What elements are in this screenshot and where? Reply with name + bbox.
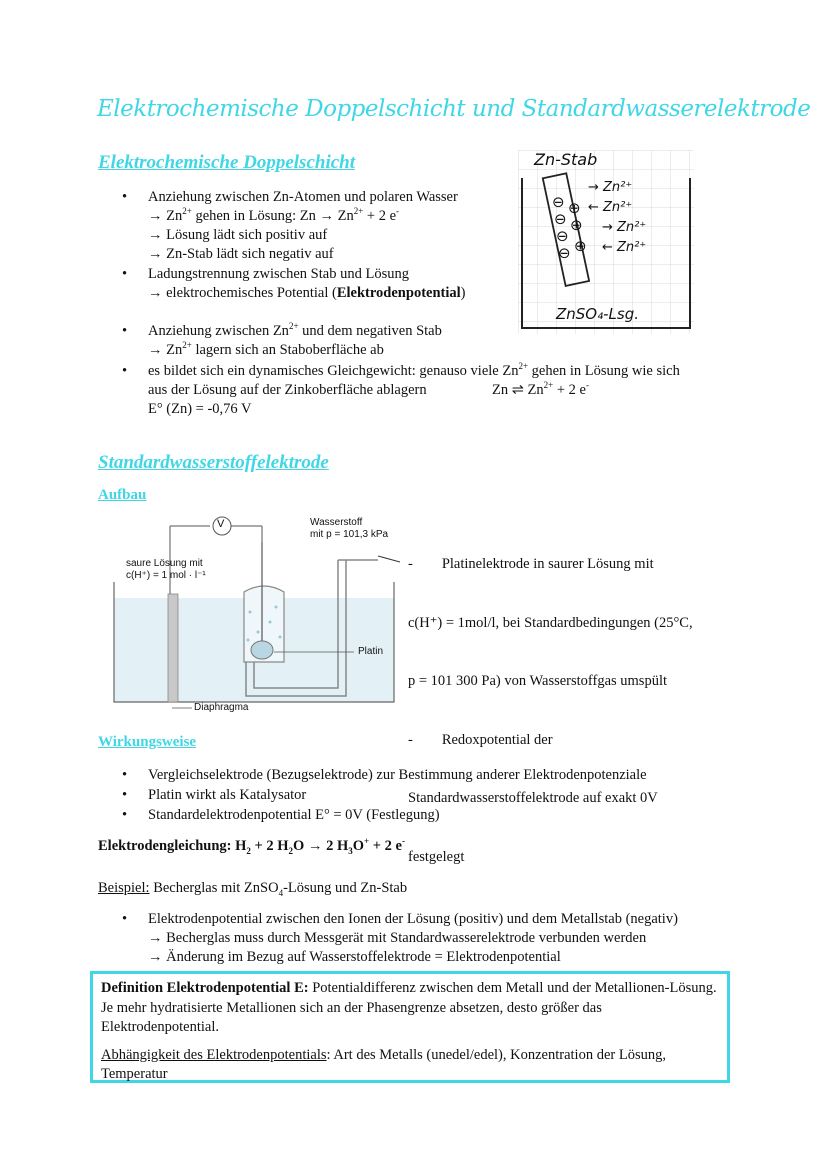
bullet-ladungstrennung: • Ladungstrennung zwischen Stab und Lösung xyxy=(148,265,409,285)
dependency-text: Abhängigkeit des Elektrodenpotentials: Art des Metalls (unedel/edel), Konzentration der Lösung, Temperatur xyxy=(101,1046,666,1082)
line-potential: → elektrochemisches Potential (Elektrodenpotential) xyxy=(148,285,466,301)
line-zn-loesung: → $Zn^{2+}$ gehen in Lösung: $Zn \to Zn^{2+} + 2$ e- xyxy=(148,206,400,224)
figure-drawing xyxy=(110,512,400,722)
electrode-equation: Elektrodengleichung: $H_2 + 2$ $H_2O \to 2$ $H_3O^+ + 2$ e- xyxy=(98,836,405,856)
acid-solution-label: saure Lösung mit c(H⁺) = 1 mol · l⁻¹ xyxy=(126,558,206,581)
bullet-anziehung-stab: • Anziehung zwischen $Zn^{2+}$ und dem negativen Stab xyxy=(148,322,442,342)
zn-stab-sketch xyxy=(518,150,694,334)
definition-box xyxy=(90,971,730,1083)
line-aenderung: → Änderung im Bezug auf Wasserstoffelektrode = Elektrodenpotential xyxy=(148,949,561,965)
sketch-plus-charges: ⊕ ⊕ ⊕ xyxy=(568,199,587,255)
line-loesung-positiv: → Lösung lädt sich positiv auf xyxy=(148,227,328,243)
section-heading-doppelschicht: Elektrochemische Doppelschicht xyxy=(98,152,356,173)
line-ablagern: → $Zn^{2+}$ lagern sich an Staboberfläche ab xyxy=(148,340,384,358)
bullet-katalysator: • Platin wirkt als Katalysator xyxy=(148,786,306,806)
sketch-label-znso4: ZnSO₄-Lsg. xyxy=(556,305,639,323)
equilibrium-equation: Zn ⇌ $Zn^{2+} + 2$ e- xyxy=(492,380,589,398)
line-messgeraet: → Becherglas muss durch Messgerät mit Standardwasserelektrode verbunden werden xyxy=(148,930,647,946)
bullet-standardpotential: • Standardelektrodenpotential E° = 0V (Festlegung) xyxy=(148,806,440,826)
page-title: Elektrochemische Doppelschicht und Standardwasserelektrode xyxy=(97,96,811,122)
sketch-minus-charges: ⊖ ⊖ ⊖ ⊖ xyxy=(552,193,571,262)
hydrogen-electrode-figure xyxy=(110,512,400,722)
subheading-aufbau: Aufbau xyxy=(98,487,147,503)
line-stab-negativ: → Zn-Stab lädt sich negativ auf xyxy=(148,246,334,262)
sketch-arrows: → Zn²⁺ ← Zn²⁺ → Zn²⁺ ← Zn²⁺ xyxy=(588,180,647,255)
beispiel-line: Beispiel: Becherglas mit ZnSO$_4$-Lösung und Zn-Stab xyxy=(98,880,408,898)
desc-platinelektrode: - Platinelektrode in saurer Lösung mit c(H⁺) = 1mol/l, bei Standardbedingungen (25°C, p = 101 300 Pa) von Wasserstoffgas umspült - Redoxpotential der Standardwasserstoffelektrode auf exakt 0V festgelegt xyxy=(408,556,693,865)
platin-label: Platin xyxy=(358,646,384,657)
line-zinkoberflaeche: aus der Lösung auf der Zinkoberfläche ablagern xyxy=(148,382,427,398)
bullet-vergleichselektrode: • Vergleichselektrode (Bezugselektrode) zur Bestimmung anderer Elektrodenpotenziale xyxy=(148,766,647,786)
sketch-label-zn-stab: Zn-Stab xyxy=(534,150,598,169)
definition-text: Definition Elektrodenpotential E: Potentialdifferenz zwischen dem Metall und der Metallionen-Lösung. Je mehr hydratisierte Metallionen sich an der Phasengrenze absetzen, desto größer das Elektrodenpotential. xyxy=(101,980,717,1035)
bullet-beispiel-potential: • Elektrodenpotential zwischen den Ionen der Lösung (positiv) und dem Metallstab (negativ) xyxy=(148,910,678,930)
subheading-wirkungsweise: Wirkungsweise xyxy=(98,734,197,750)
diaphragma-label: Diaphragma xyxy=(194,702,249,713)
bullet-anziehung: • Anziehung zwischen Zn-Atomen und polaren Wasser xyxy=(148,188,458,208)
section-heading-standardwasserstoffelektrode: Standardwasserstoffelektrode xyxy=(98,452,329,473)
hydrogen-label: Wasserstoff mit p = 101,3 kPa xyxy=(310,517,389,540)
bullet-gleichgewicht: • es bildet sich ein dynamisches Gleichgewicht: genauso viele $Zn^{2+}$ gehen in Lösung wie sich xyxy=(148,362,680,382)
standard-potential-zn: E° (Zn) = -0,76 V xyxy=(148,401,252,417)
voltmeter-symbol: V xyxy=(217,518,225,530)
